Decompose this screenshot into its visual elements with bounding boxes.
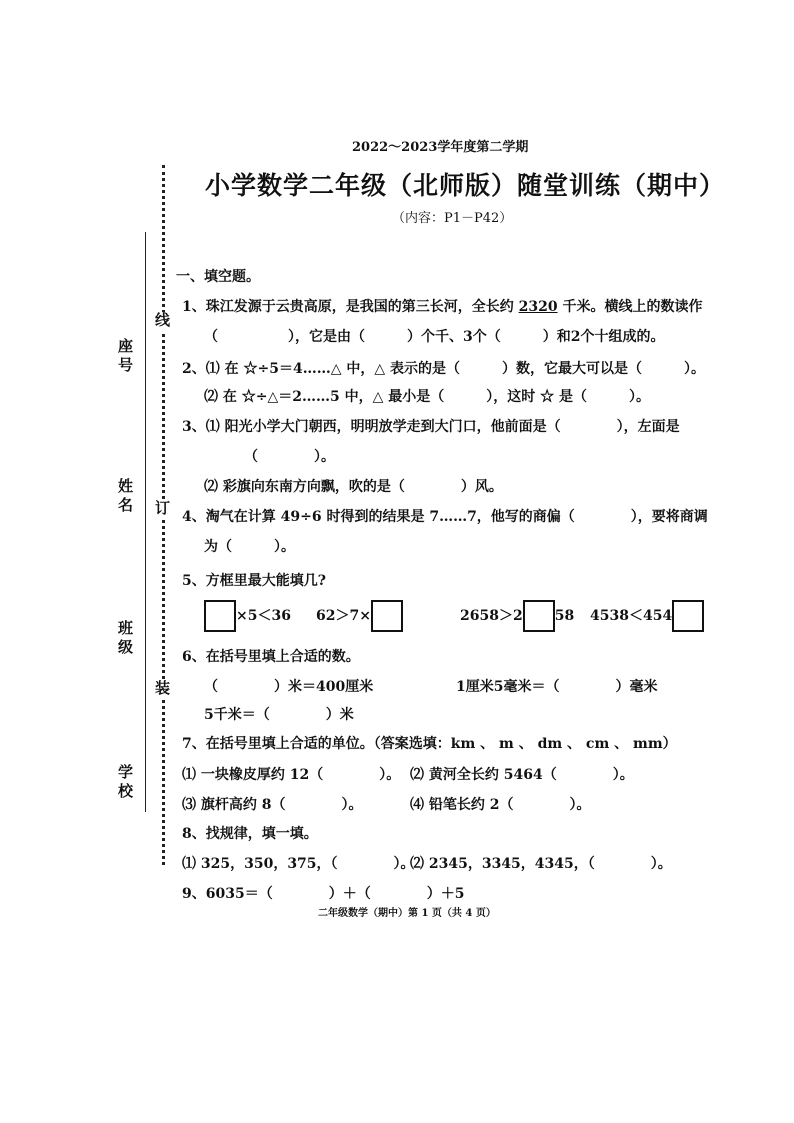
q6-item-a: （ ）米＝400厘米 [204,679,374,695]
q5-answer-box-3[interactable] [523,600,555,632]
q5-text: 方框里最大能填几? [205,573,326,589]
q1-underlined-number: 2320 [518,299,558,315]
class-label: 班级 [116,620,134,658]
binding-mark-staple: 订 [153,500,171,519]
question-7 [182,733,677,753]
q7-item-3: ⑶ 旗杆高约 8（ ）。 [182,797,363,813]
q7-item-1: ⑴ 一块橡皮厚约 12（ ）。 [182,767,401,783]
q6-text: 在括号里填上合适的数。 [205,649,360,665]
question-2 [182,358,705,378]
question-4 [182,506,708,526]
q5-expression-4 [590,600,704,632]
binding-mark-bind: 装 [153,680,171,699]
q5-e3-text-b: 58 [554,608,575,624]
q6-item-b: 1厘米5毫米＝（ ）毫米 [456,679,658,695]
question-9 [182,883,464,903]
question-1 [182,296,702,316]
content-range: （内容：P1－P42） [392,211,513,226]
q4-number: 4、 [182,509,206,525]
seat-number-label: 座号 [116,338,134,376]
question-3 [182,416,680,436]
q6-item-c: 5千米＝（ ）米 [204,707,354,723]
question-6 [182,646,360,666]
q5-number: 5、 [182,573,206,589]
q5-answer-box-1[interactable] [204,600,236,632]
q2-number: 2、 [182,361,206,377]
school-label: 学校 [116,764,134,802]
q7-item-4: ⑷ 铅笔长约 2（ ）。 [410,797,591,813]
q9-number: 9、 [182,886,206,902]
school-year: 2022～2023学年度第二学期 [352,140,529,155]
margin-rule [145,232,146,812]
q5-e4-text: 4538＜454 [590,608,673,624]
q9-text: 6035＝（ ）＋（ ）＋5 [205,886,465,902]
q6-number: 6、 [182,649,206,665]
binding-mark-line: 线 [153,312,171,331]
q5-e1-text: ×5＜36 [236,608,291,624]
q8-text: 找规律，填一填。 [205,826,318,842]
q4-text-a: 淘气在计算 49÷6 时得到的结果是 7……7，他写的商偏（ ），要将商调 [205,509,708,525]
q5-e3-text-a: 2658＞2 [460,608,523,624]
q2-part-2: ⑵ 在 ☆÷△＝2……5 中，△ 最小是（ ），这时 ☆ 是（ ）。 [204,389,650,405]
q5-answer-box-4[interactable] [672,600,704,632]
q1-text-c: 千米。横线上的数读作 [562,299,703,315]
q1-text-a: 珠江发源于云贵高原，是我国的第三长河，全长约 [205,299,514,315]
q1-number: 1、 [182,299,206,315]
q8-number: 8、 [182,826,206,842]
name-label: 姓名 [116,478,134,516]
q4-text-b: 为（ ）。 [204,539,295,555]
q7-item-2: ⑵ 黄河全长约 5464（ ）。 [410,767,634,783]
q5-e2-text: 62＞7× [316,608,371,624]
q3-number: 3、 [182,419,206,435]
q3-part-2: ⑵ 彩旗向东南方向飘，吹的是（ ）风。 [204,479,503,495]
question-5 [182,570,326,590]
q5-expression-1 [204,600,291,632]
page-footer: 二年级数学（期中）第 1 页（共 4 页） [318,908,496,919]
q5-expression-2 [316,600,403,632]
q5-answer-box-2[interactable] [371,600,403,632]
q7-number: 7、 [182,736,206,752]
q8-item-2: ⑵ 2345，3345，4345，（ ）。 [410,856,672,872]
q2-part-1: ⑴ 在 ☆÷5＝4……△ 中，△ 表示的是（ ）数，它最大可以是（ ）。 [205,361,705,377]
q8-item-1: ⑴ 325，350，375，（ ）。 [182,856,415,872]
page-title: 小学数学二年级（北师版）随堂训练（期中） [205,171,726,200]
q1-line-2: （ ），它是由（ ）个千、3个（ ）和2个十组成的。 [204,329,665,345]
q7-text: 在括号里填上合适的单位。（答案选填：km 、 m 、 dm 、 cm 、 mm） [205,736,677,752]
section-heading: 一、填空题。 [176,269,260,285]
q3-part-1-cont: （ ）。 [244,449,335,465]
question-8 [182,823,318,843]
q3-part-1: ⑴ 阳光小学大门朝西，明明放学走到大门口，他前面是（ ），左面是 [205,419,680,435]
q5-expression-3 [460,600,574,632]
